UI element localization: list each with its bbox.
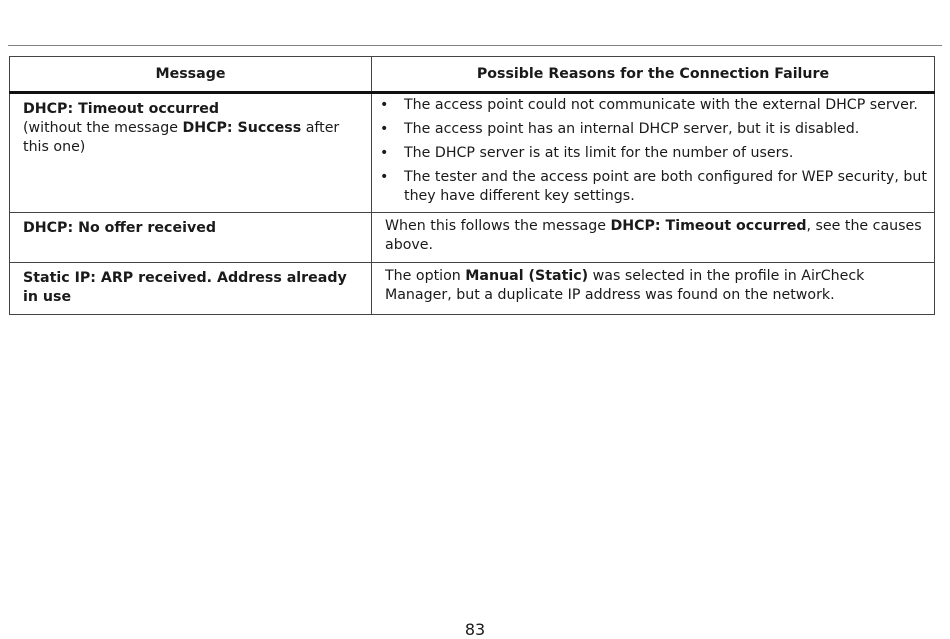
message-note-bold: DHCP: Success xyxy=(182,120,302,136)
reason-bold: DHCP: Timeout occurred xyxy=(610,218,807,234)
message-cell xyxy=(10,213,372,263)
connection-failure-table xyxy=(9,56,935,315)
reason-post: was selected in the profile in AirCheck Manager, but a duplicate IP address was found on the network. xyxy=(385,268,865,303)
table-row xyxy=(10,213,935,263)
message-note-post: after this one) xyxy=(23,120,340,155)
message-cell xyxy=(10,263,372,315)
reasons-cell xyxy=(372,263,935,315)
reason-pre: The option xyxy=(385,268,466,284)
message-title: Static IP: ARP received. Address already in use xyxy=(23,270,347,305)
list-item: • The access point has an internal DHCP server, but it is disabled. xyxy=(378,120,928,139)
reasons-cell xyxy=(372,93,935,213)
list-item: • The DHCP server is at its limit for the number of users. xyxy=(378,144,928,163)
page-number: 83 xyxy=(464,620,486,639)
message-note-pre: (without the message xyxy=(23,120,183,136)
reason-pre: When this follows the message xyxy=(385,218,611,234)
message-title: DHCP: Timeout occurred xyxy=(23,101,220,117)
reason-bold: Manual (Static) xyxy=(465,268,589,284)
column-header-reasons: Possible Reasons for the Connection Failure xyxy=(372,57,935,93)
list-item: • The access point could not communicate with the external DHCP server. xyxy=(378,96,928,115)
message-cell xyxy=(10,93,372,213)
table-row xyxy=(10,263,935,315)
column-header-message: Message xyxy=(10,57,372,93)
list-item: • The tester and the access point are both configured for WEP security, but they have different key settings. xyxy=(378,168,928,206)
table-header-row xyxy=(10,57,935,93)
header-rule xyxy=(8,45,942,46)
message-title: DHCP: No offer received xyxy=(23,220,216,236)
reason-post: , see the causes above. xyxy=(385,218,922,253)
table-row xyxy=(10,93,935,213)
reasons-cell xyxy=(372,213,935,263)
reasons-list xyxy=(378,96,928,206)
